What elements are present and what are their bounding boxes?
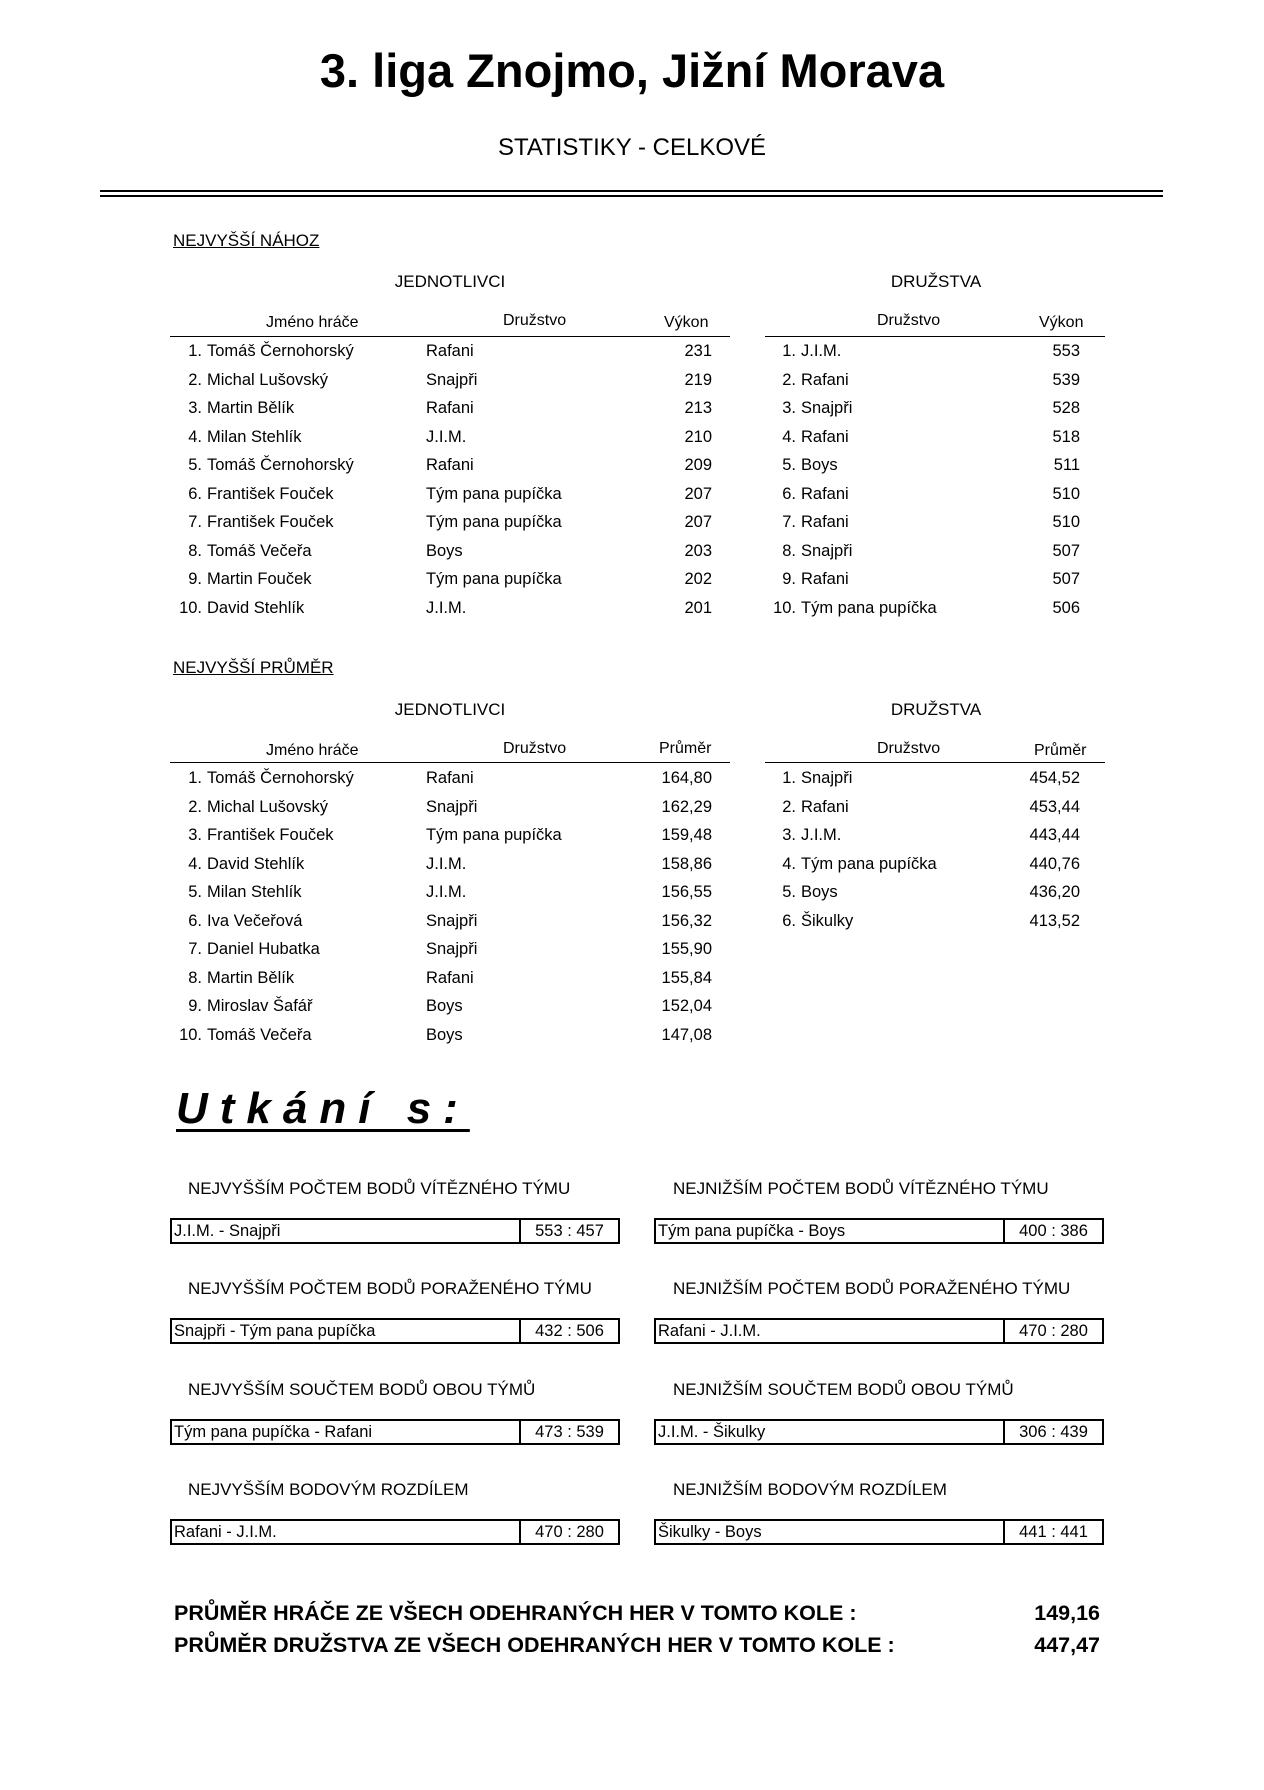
rank-cell: 3. xyxy=(782,399,796,417)
value-cell: 507 xyxy=(1052,570,1080,588)
rank-cell: 10. xyxy=(179,1025,202,1044)
player-name-cell: Tomáš Večeřa xyxy=(207,1025,312,1044)
team-cell: Boys xyxy=(426,541,463,560)
match-score: 473 : 539 xyxy=(519,1421,618,1443)
team-cell: Rafani xyxy=(801,427,849,446)
team-cell: Rafani xyxy=(801,484,849,503)
match-score: 441 : 441 xyxy=(1003,1521,1102,1543)
value-cell: 210 xyxy=(684,427,712,446)
team-cell: J.I.M. xyxy=(426,427,467,446)
match-record-box xyxy=(654,1519,1104,1545)
team-cell: Rafani xyxy=(426,399,474,417)
rank-cell: 9. xyxy=(188,570,202,588)
value-cell: 219 xyxy=(684,370,712,389)
player-name-cell: David Stehlík xyxy=(207,598,305,617)
rank-cell: 1. xyxy=(782,342,796,360)
page-title: 3. liga Znojmo, Jižní Morava xyxy=(319,44,945,97)
rank-cell: 1. xyxy=(782,769,796,787)
col-header-player: Jméno hráče xyxy=(266,314,359,331)
team-cell: Boys xyxy=(801,456,838,474)
value-cell: 156,55 xyxy=(661,883,712,901)
value-cell: 231 xyxy=(684,342,712,360)
team-cell: J.I.M. xyxy=(426,854,467,873)
rank-cell: 7. xyxy=(188,940,202,958)
value-cell: 162,29 xyxy=(661,797,712,816)
match-record-box xyxy=(654,1419,1104,1445)
rank-cell: 1. xyxy=(188,342,202,360)
team-cell: J.I.M. xyxy=(426,883,467,901)
rank-cell: 6. xyxy=(782,911,796,930)
player-name-cell: Daniel Hubatka xyxy=(207,940,320,958)
match-score: 432 : 506 xyxy=(519,1320,618,1342)
team-cell: Tým pana pupíčka xyxy=(426,513,562,531)
team-cell: Snajpři xyxy=(426,370,478,389)
match-category-label: NEJNIŽŠÍM POČTEM BODŮ VÍTĚZNÉHO TÝMU xyxy=(673,1179,1049,1198)
rank-cell: 6. xyxy=(188,484,202,503)
match-category-label: NEJVYŠŠÍM POČTEM BODŮ PORAŽENÉHO TÝMU xyxy=(188,1279,592,1298)
team-cell: Snajpři xyxy=(801,541,853,560)
player-name-cell: Martin Bělík xyxy=(207,399,295,417)
match-score: 306 : 439 xyxy=(1003,1421,1102,1443)
value-cell: 152,04 xyxy=(661,997,712,1015)
value-cell: 155,90 xyxy=(661,940,712,958)
value-cell: 528 xyxy=(1052,399,1080,417)
player-name-cell: Tomáš Černohorský xyxy=(207,769,354,787)
player-name-cell: Iva Večeřová xyxy=(207,911,303,930)
rank-cell: 8. xyxy=(782,541,796,560)
match-record-box xyxy=(170,1318,620,1344)
rank-cell: 4. xyxy=(782,854,796,873)
rank-cell: 8. xyxy=(188,541,202,560)
value-cell: 510 xyxy=(1052,513,1080,531)
team-cell: J.I.M. xyxy=(801,342,842,360)
match-teams: Tým pana pupíčka - Rafani xyxy=(174,1423,373,1441)
team-cell: Tým pana pupíčka xyxy=(801,854,937,873)
group-individuals-label: JEDNOTLIVCI xyxy=(394,700,506,719)
header-rule xyxy=(170,762,730,763)
rank-cell: 9. xyxy=(782,570,796,588)
team-cell: Snajpři xyxy=(426,940,478,958)
match-category-label: NEJNIŽŠÍM SOUČTEM BODŮ OBOU TÝMŮ xyxy=(673,1380,1014,1399)
rank-cell: 3. xyxy=(782,826,796,844)
player-name-cell: Tomáš Černohorský xyxy=(207,342,354,360)
value-cell: 155,84 xyxy=(661,968,712,987)
rank-cell: 10. xyxy=(773,598,796,617)
player-name-cell: František Fouček xyxy=(207,484,334,503)
value-cell: 518 xyxy=(1052,427,1080,446)
rank-cell: 2. xyxy=(188,797,202,816)
value-cell: 147,08 xyxy=(661,1025,712,1044)
player-name-cell: Tomáš Večeřa xyxy=(207,541,312,560)
page-subtitle: STATISTIKY - CELKOVÉ xyxy=(497,134,767,161)
rank-cell: 8. xyxy=(188,968,202,987)
match-record-box xyxy=(170,1519,620,1545)
player-name-cell: Michal Lušovský xyxy=(207,797,329,816)
player-name-cell: David Stehlík xyxy=(207,854,305,873)
team-cell: Rafani xyxy=(426,769,474,787)
rank-cell: 3. xyxy=(188,826,202,844)
team-average-label: PRŮMĚR DRUŽSTVA ZE VŠECH ODEHRANÝCH HER V TOMTO KOLE : xyxy=(174,1633,895,1657)
value-cell: 440,76 xyxy=(1029,854,1080,873)
rank-cell: 1. xyxy=(188,769,202,787)
value-cell: 159,48 xyxy=(661,826,712,844)
team-average-value: 447,47 xyxy=(1034,1633,1100,1657)
value-cell: 506 xyxy=(1052,598,1080,617)
team-cell: Snajpři xyxy=(426,797,478,816)
matches-heading: Utkání s: xyxy=(176,1084,470,1133)
match-category-label: NEJNIŽŠÍM POČTEM BODŮ PORAŽENÉHO TÝMU xyxy=(673,1279,1071,1298)
match-score: 553 : 457 xyxy=(519,1220,618,1242)
team-cell: Tým pana pupíčka xyxy=(426,570,562,588)
rank-cell: 2. xyxy=(188,370,202,389)
section-highest-throw: NEJVYŠŠÍ NÁHOZ xyxy=(173,231,320,250)
header-rule xyxy=(765,336,1105,337)
value-cell: 507 xyxy=(1052,541,1080,560)
value-cell: 510 xyxy=(1052,484,1080,503)
rank-cell: 2. xyxy=(782,370,796,389)
value-cell: 209 xyxy=(684,456,712,474)
match-category-label: NEJVYŠŠÍM BODOVÝM ROZDÍLEM xyxy=(188,1480,469,1499)
rank-cell: 4. xyxy=(188,427,202,446)
group-teams-label: DRUŽSTVA xyxy=(890,272,982,291)
team-cell: Rafani xyxy=(801,797,849,816)
team-cell: Snajpři xyxy=(801,399,853,417)
team-cell: Snajpři xyxy=(801,769,853,787)
rank-cell: 5. xyxy=(188,883,202,901)
match-teams: Rafani - J.I.M. xyxy=(174,1523,277,1541)
player-name-cell: Martin Bělík xyxy=(207,968,295,987)
player-name-cell: Miroslav Šafář xyxy=(207,997,313,1015)
header-rule xyxy=(765,762,1105,763)
match-teams: Tým pana pupíčka - Boys xyxy=(658,1222,846,1240)
value-cell: 207 xyxy=(684,513,712,531)
value-cell: 453,44 xyxy=(1029,797,1080,816)
value-cell: 201 xyxy=(684,598,712,617)
rank-cell: 5. xyxy=(782,883,796,901)
match-teams: Šikulky - Boys xyxy=(658,1523,762,1541)
rank-cell: 6. xyxy=(782,484,796,503)
value-cell: 203 xyxy=(684,541,712,560)
header-rule xyxy=(170,336,730,337)
match-record-box xyxy=(654,1218,1104,1244)
col-header-team: Družstvo xyxy=(503,740,567,757)
team-cell: Rafani xyxy=(801,570,849,588)
value-cell: 553 xyxy=(1052,342,1080,360)
rank-cell: 2. xyxy=(782,797,796,816)
team-cell: Boys xyxy=(801,883,838,901)
player-name-cell: Tomáš Černohorský xyxy=(207,456,354,474)
player-name-cell: František Fouček xyxy=(207,513,334,531)
value-cell: 164,80 xyxy=(661,769,712,787)
match-teams: Snajpři - Tým pana pupíčka xyxy=(174,1322,376,1340)
team-cell: Snajpři xyxy=(426,911,478,930)
team-cell: Rafani xyxy=(801,513,849,531)
value-cell: 436,20 xyxy=(1029,883,1080,901)
player-average-label: PRŮMĚR HRÁČE ZE VŠECH ODEHRANÝCH HER V TOMTO KOLE : xyxy=(174,1601,857,1625)
rank-cell: 6. xyxy=(188,911,202,930)
team-cell: Tým pana pupíčka xyxy=(801,598,937,617)
rank-cell: 5. xyxy=(782,456,796,474)
group-individuals-label: JEDNOTLIVCI xyxy=(394,272,506,291)
team-cell: Rafani xyxy=(426,968,474,987)
rank-cell: 5. xyxy=(188,456,202,474)
col-header-average: Průměr xyxy=(659,740,712,757)
match-record-box xyxy=(170,1419,620,1445)
team-cell: J.I.M. xyxy=(426,598,467,617)
value-cell: 443,44 xyxy=(1029,826,1080,844)
rank-cell: 3. xyxy=(188,399,202,417)
value-cell: 213 xyxy=(684,399,712,417)
match-teams: J.I.M. - Snajpři xyxy=(174,1222,281,1240)
match-category-label: NEJNIŽŠÍM BODOVÝM ROZDÍLEM xyxy=(673,1480,947,1499)
col-header-score: Výkon xyxy=(664,314,709,331)
team-cell: Rafani xyxy=(801,370,849,389)
team-cell: Šikulky xyxy=(801,911,854,930)
match-score: 470 : 280 xyxy=(519,1521,618,1543)
top-rule-second xyxy=(100,195,1163,197)
value-cell: 156,32 xyxy=(661,911,712,930)
player-average-value: 149,16 xyxy=(1034,1601,1100,1625)
match-score: 400 : 386 xyxy=(1003,1220,1102,1242)
col-header-average: Průměr xyxy=(1034,742,1087,759)
rank-cell: 4. xyxy=(188,854,202,873)
col-header-score: Výkon xyxy=(1039,314,1084,331)
rank-cell: 4. xyxy=(782,427,796,446)
value-cell: 207 xyxy=(684,484,712,503)
value-cell: 202 xyxy=(684,570,712,588)
col-header-team: Družstvo xyxy=(877,740,941,757)
value-cell: 511 xyxy=(1053,456,1080,474)
group-teams-label: DRUŽSTVA xyxy=(890,700,982,719)
player-name-cell: Milan Stehlík xyxy=(207,427,302,446)
team-cell: Rafani xyxy=(426,456,474,474)
team-cell: J.I.M. xyxy=(801,826,842,844)
match-record-box xyxy=(654,1318,1104,1344)
team-cell: Tým pana pupíčka xyxy=(426,484,562,503)
rank-cell: 7. xyxy=(188,513,202,531)
match-teams: J.I.M. - Šikulky xyxy=(658,1423,766,1441)
team-cell: Tým pana pupíčka xyxy=(426,826,562,844)
match-record-box xyxy=(170,1218,620,1244)
match-category-label: NEJVYŠŠÍM POČTEM BODŮ VÍTĚZNÉHO TÝMU xyxy=(188,1179,571,1198)
player-name-cell: Michal Lušovský xyxy=(207,370,329,389)
rank-cell: 7. xyxy=(782,513,796,531)
match-score: 470 : 280 xyxy=(1003,1320,1102,1342)
value-cell: 158,86 xyxy=(661,854,712,873)
team-cell: Boys xyxy=(426,1025,463,1044)
rank-cell: 10. xyxy=(179,598,202,617)
team-cell: Rafani xyxy=(426,342,474,360)
value-cell: 413,52 xyxy=(1029,911,1080,930)
top-rule xyxy=(100,190,1163,192)
player-name-cell: František Fouček xyxy=(207,826,334,844)
player-name-cell: Milan Stehlík xyxy=(207,883,302,901)
section-highest-average: NEJVYŠŠÍ PRŮMĚR xyxy=(173,658,334,677)
match-category-label: NEJVYŠŠÍM SOUČTEM BODŮ OBOU TÝMŮ xyxy=(188,1380,536,1399)
rank-cell: 9. xyxy=(188,997,202,1015)
player-name-cell: Martin Fouček xyxy=(207,570,312,588)
col-header-player: Jméno hráče xyxy=(266,742,359,759)
team-cell: Boys xyxy=(426,997,463,1015)
value-cell: 454,52 xyxy=(1029,769,1080,787)
col-header-team: Družstvo xyxy=(877,312,941,329)
value-cell: 539 xyxy=(1052,370,1080,389)
col-header-team: Družstvo xyxy=(503,312,567,329)
match-teams: Rafani - J.I.M. xyxy=(658,1322,761,1340)
